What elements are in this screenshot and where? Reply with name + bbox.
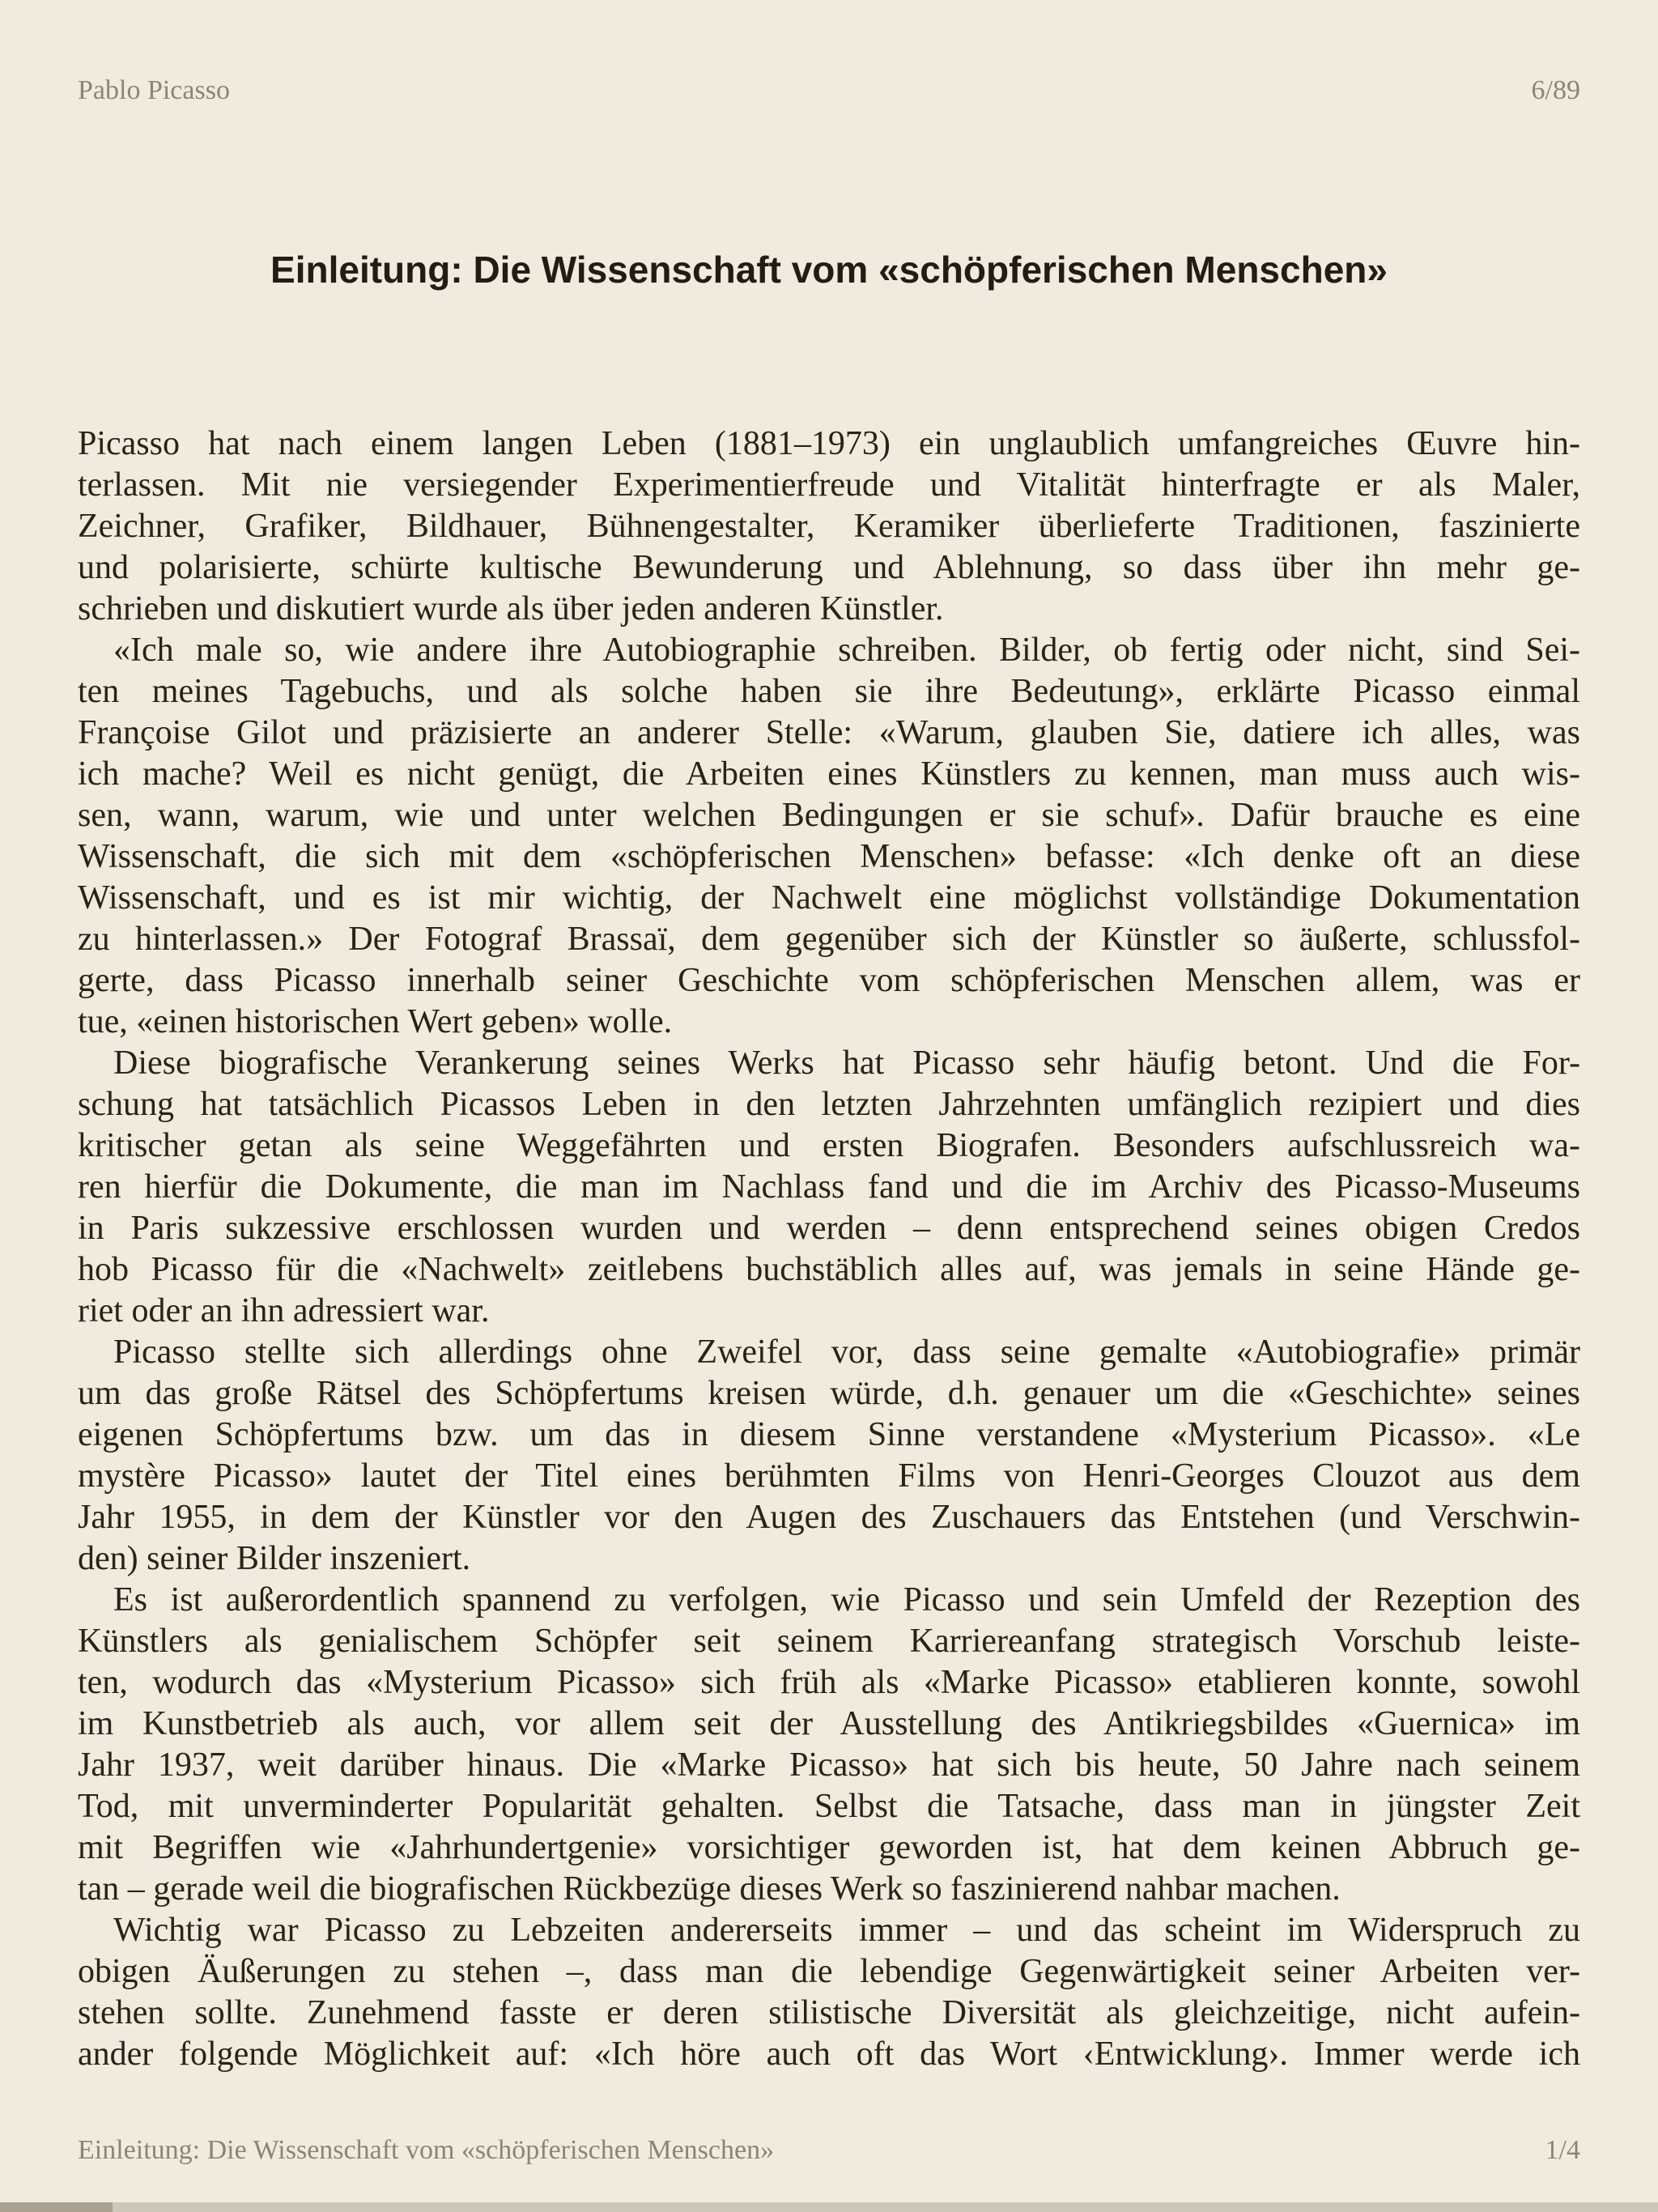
text-line: Zeichner, Grafiker, Bildhauer, Bühnengestalter, Keramiker überlieferte Traditionen, faszinierte bbox=[78, 508, 1580, 545]
running-header bbox=[78, 74, 1580, 107]
text-line: Françoise Gilot und präzisierte an anderer Stelle: «Warum, glauben Sie, datiere ich alles, was bbox=[78, 714, 1580, 751]
text-line: Künstlers als genialischem Schöpfer seit seinem Karriereanfang strategisch Vorschub leiste- bbox=[78, 1623, 1580, 1660]
text-line: Wissenschaft, die sich mit dem «schöpferischen Menschen» befasse: «Ich denke oft an diese bbox=[78, 838, 1580, 875]
text-line: tan – gerade weil die biografischen Rückbezüge dieses Werk so faszinierend nahbar machen. bbox=[78, 1870, 1341, 1908]
text-line: um das große Rätsel des Schöpfertums kreisen würde, d.h. genauer um die «Geschichte» seines bbox=[78, 1375, 1580, 1412]
text-line: ander folgende Möglichkeit auf: «Ich höre auch oft das Wort ‹Entwicklung›. Immer werde ich bbox=[78, 2035, 1580, 2073]
chapter-title: Einleitung: Die Wissenschaft vom «schöpferischen Menschen» bbox=[270, 249, 1388, 291]
text-line: Picasso hat nach einem langen Leben (1881–1973) ein unglaublich umfangreiches Œuvre hin- bbox=[78, 425, 1580, 462]
text-line: schung hat tatsächlich Picassos Leben in den letzten Jahrzehnten umfänglich rezipiert und dies bbox=[78, 1086, 1580, 1123]
text-line: mit Begriffen wie «Jahrhundertgenie» vorsichtiger geworden ist, hat dem keinen Abbruch ge- bbox=[78, 1829, 1580, 1866]
text-line: terlassen. Mit nie versiegender Experimentierfreude und Vitalität hinterfragte er als Maler, bbox=[78, 466, 1580, 504]
reading-progress-bar[interactable] bbox=[0, 2202, 1658, 2212]
text-line: ten, wodurch das «Mysterium Picasso» sich früh als «Marke Picasso» etablieren konnte, sowohl bbox=[78, 1664, 1580, 1701]
running-footer bbox=[78, 2134, 1580, 2167]
body-text bbox=[78, 423, 1580, 2075]
text-line: Wichtig war Picasso zu Lebzeiten andererseits immer – und das scheint im Widerspruch zu bbox=[113, 1912, 1580, 1949]
text-line: Wissenschaft, und es ist mir wichtig, der Nachwelt eine möglichst vollständige Dokumentation bbox=[78, 879, 1580, 917]
text-line: ren hierfür die Dokumente, die man im Nachlass fand und die im Archiv des Picasso-Museums bbox=[78, 1168, 1580, 1206]
text-line: «Ich male so, wie andere ihre Autobiographie schreiben. Bilder, ob fertig oder nicht, sind Sei- bbox=[113, 632, 1580, 669]
footer-chapter-title: Einleitung: Die Wissenschaft vom «schöpferischen Menschen» bbox=[78, 2135, 775, 2165]
text-line: und polarisierte, schürte kultische Bewunderung und Ablehnung, so dass über ihn mehr ge- bbox=[78, 549, 1580, 586]
header-page-indicator: 6/89 bbox=[1531, 75, 1580, 105]
text-line: ten meines Tagebuchs, und als solche haben sie ihre Bedeutung», erklärte Picasso einmal bbox=[78, 673, 1580, 710]
text-line: ich mache? Weil es nicht genügt, die Arbeiten eines Künstlers zu kennen, man muss auch wis- bbox=[78, 755, 1580, 793]
text-line: Es ist außerordentlich spannend zu verfolgen, wie Picasso und sein Umfeld der Rezeption des bbox=[113, 1581, 1580, 1619]
text-line: Jahr 1937, weit darüber hinaus. Die «Marke Picasso» hat sich bis heute, 50 Jahre nach seinem bbox=[78, 1746, 1580, 1784]
footer-page-indicator: 1/4 bbox=[1545, 2135, 1580, 2165]
text-line: Jahr 1955, in dem der Künstler vor den Augen des Zuschauers das Entstehen (und Verschwin- bbox=[78, 1499, 1580, 1536]
text-line: eigenen Schöpfertums bzw. um das in diesem Sinne verstandene «Mysterium Picasso». «Le bbox=[78, 1416, 1580, 1453]
text-line: den) seiner Bilder inszeniert. bbox=[78, 1540, 471, 1577]
text-line: gerte, dass Picasso innerhalb seiner Geschichte vom schöpferischen Menschen allem, was er bbox=[78, 962, 1580, 999]
text-line: Tod, mit unverminderter Popularität gehalten. Selbst die Tatsache, dass man in jüngster Zeit bbox=[78, 1788, 1580, 1825]
text-line: stehen sollte. Zunehmend fasste er deren stilistische Diversität als gleichzeitige, nicht aufein- bbox=[78, 1994, 1580, 2031]
text-line: Picasso stellte sich allerdings ohne Zweifel vor, dass seine gemalte «Autobiografie» primär bbox=[113, 1334, 1580, 1371]
text-line: tue, «einen historischen Wert geben» wolle. bbox=[78, 1003, 673, 1040]
text-line: in Paris sukzessive erschlossen wurden und werden – denn entsprechend seines obigen Credos bbox=[78, 1210, 1580, 1247]
reading-progress-fill bbox=[0, 2202, 113, 2212]
text-line: Diese biografische Verankerung seines Werks hat Picasso sehr häufig betont. Und die For- bbox=[113, 1044, 1580, 1082]
text-line: im Kunstbetrieb als auch, vor allem seit der Ausstellung des Antikriegsbildes «Guernica» im bbox=[78, 1705, 1580, 1742]
text-line: obigen Äußerungen zu stehen –, dass man die lebendige Gegenwärtigkeit seiner Arbeiten ver- bbox=[78, 1953, 1580, 1990]
book-title: Pablo Picasso bbox=[78, 75, 230, 105]
text-line: schrieben und diskutiert wurde als über jeden anderen Künstler. bbox=[78, 590, 944, 627]
text-line: sen, wann, warum, wie und unter welchen Bedingungen er sie schuf». Dafür brauche es eine bbox=[78, 797, 1580, 834]
text-line: mystère Picasso» lautet der Titel eines berühmten Films von Henri-Georges Clouzot aus dem bbox=[78, 1457, 1580, 1495]
text-line: riet oder an ihn adressiert war. bbox=[78, 1292, 490, 1329]
text-line: hob Picasso für die «Nachwelt» zeitlebens buchstäblich alles auf, was jemals in seine Hände ge- bbox=[78, 1251, 1580, 1288]
text-line: zu hinterlassen.» Der Fotograf Brassaï, dem gegenüber sich der Künstler so äußerte, schlussfol- bbox=[78, 921, 1580, 958]
text-line: kritischer getan als seine Weggefährten und ersten Biografen. Besonders aufschlussreich wa- bbox=[78, 1127, 1580, 1164]
